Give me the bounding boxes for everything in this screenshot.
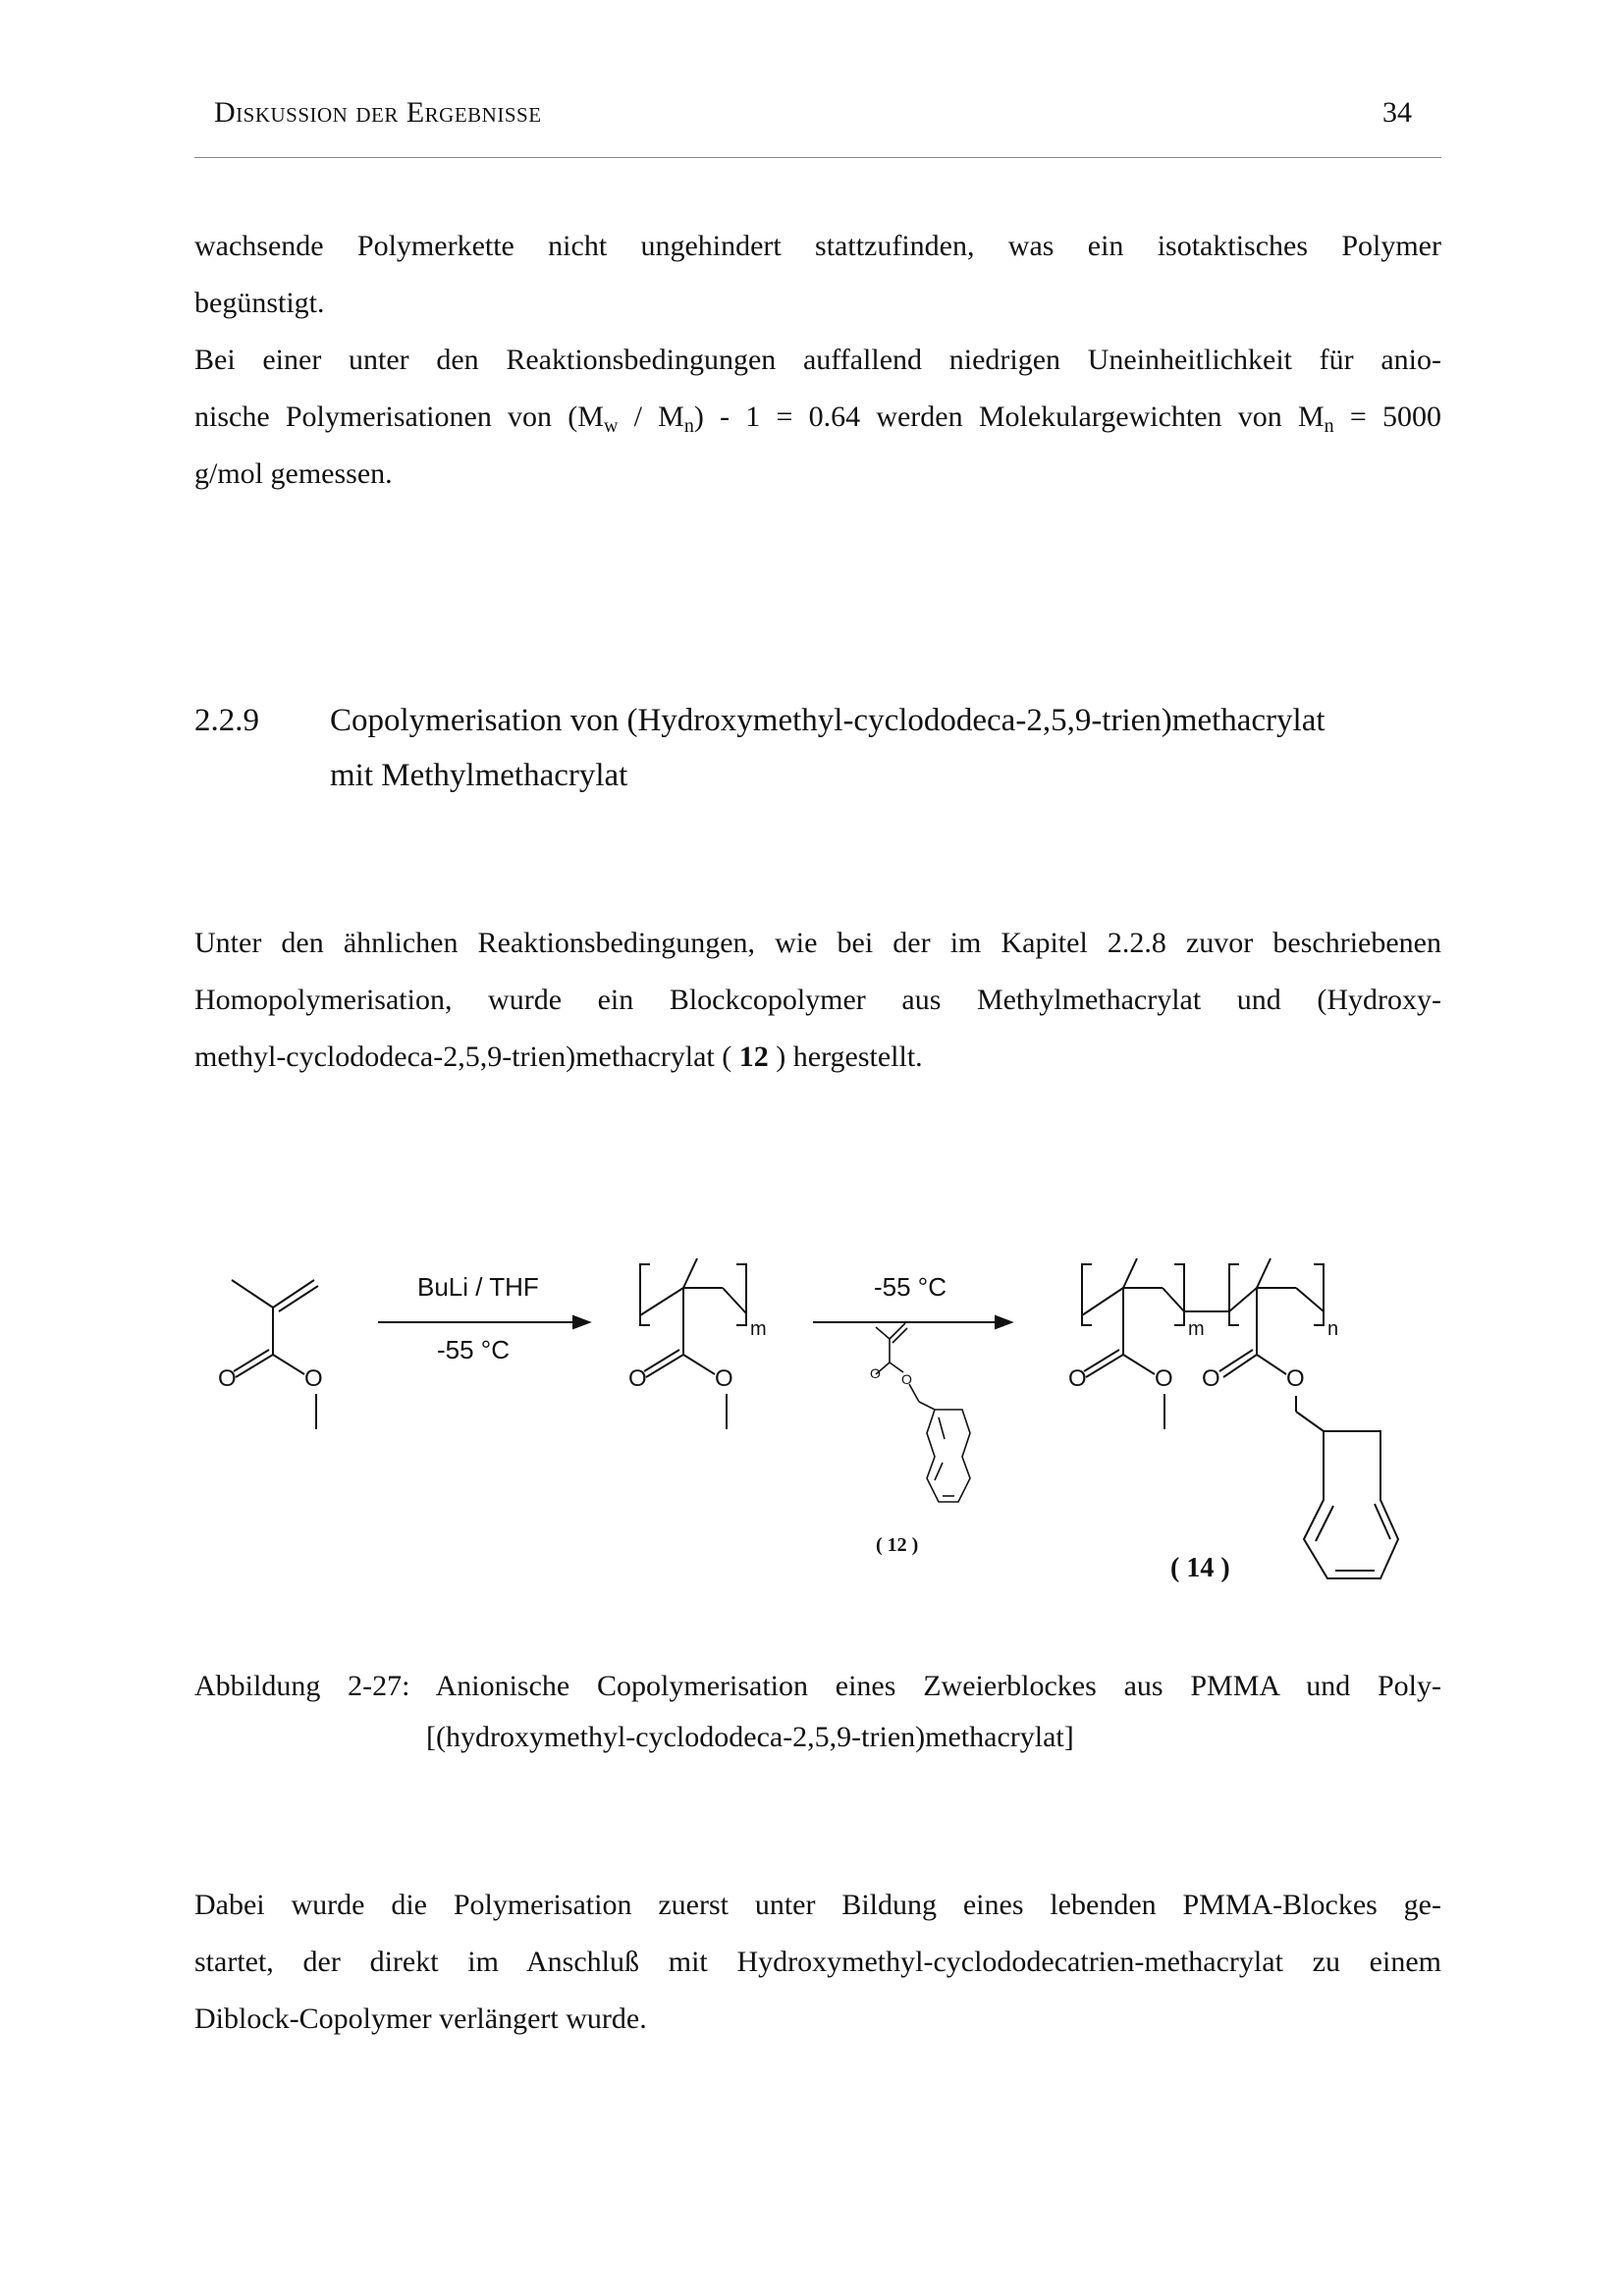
page-number: 34 — [1382, 96, 1412, 129]
temperature-label: -55 °C — [437, 1335, 510, 1364]
text-line: g/mol gemessen. — [194, 457, 393, 490]
text-line: Unter den ähnlichen Reaktionsbedingungen, wie bei der im Kapitel 2.2.8 zuvor beschriebenen — [194, 927, 1441, 959]
reagent-label: BuLi / THF — [417, 1272, 539, 1302]
mma-monomer-structure — [232, 1280, 318, 1429]
paragraph-method — [194, 915, 1441, 1086]
temperature-label: -55 °C — [874, 1272, 947, 1302]
atom-label: O — [715, 1365, 733, 1392]
text-line: startet, der direkt im Anschluß mit Hydroxymethyl-cyclododecatrien-methacrylat zu einem — [194, 1946, 1441, 1978]
atom-label: O — [870, 1365, 881, 1381]
compound-ref-12: 12 — [738, 1041, 769, 1073]
arrow-head — [573, 1316, 589, 1328]
compound-12-structure — [876, 1323, 970, 1502]
repeat-index-m: m — [1188, 1318, 1205, 1340]
pmma-structure — [640, 1258, 746, 1429]
atom-label: O — [1202, 1365, 1220, 1392]
compound-14-structure — [1082, 1258, 1398, 1578]
caption-line1: Abbildung 2-27: Anionische Copolymerisation eines Zweierblockes aus PMMA und Poly- — [194, 1670, 1441, 1702]
section-number: 2.2.9 — [194, 703, 259, 738]
reaction-scheme — [196, 1217, 1463, 1649]
compound-label-12: ( 12 ) — [876, 1534, 919, 1556]
atom-label: O — [628, 1365, 647, 1392]
page-header — [194, 96, 1441, 158]
atom-label: O — [218, 1365, 237, 1392]
arrow-head — [996, 1316, 1011, 1328]
text-line: wachsende Polymerkette nicht ungehindert stattzufinden, was ein isotaktisches Polymer — [194, 230, 1441, 262]
atom-label: O — [1155, 1365, 1173, 1392]
paragraph-intro — [194, 218, 1441, 503]
atom-label: O — [901, 1371, 912, 1387]
paragraph-conclusion — [194, 1877, 1441, 2048]
text-line-formula: nische Polymerisationen von $(M_w / M_n) - 1 = 0.64$ werden Molekulargewichten von $M_n = 5000$ — [194, 400, 1442, 437]
atom-label: O — [304, 1365, 323, 1392]
text-line: Homopolymerisation, wurde ein Blockcopolymer aus Methylmethacrylat und (Hydroxy- — [194, 984, 1441, 1016]
atom-label: O — [1068, 1365, 1087, 1392]
section-title-line1: Copolymerisation von (Hydroxymethyl-cyclododeca-2,5,9-trien)methacrylat — [330, 703, 1325, 738]
section-title-line2: mit Methylmethacrylat — [330, 758, 628, 793]
caption-line2: [(hydroxymethyl-cyclododeca-2,5,9-trien)methacrylat] — [426, 1721, 1074, 1753]
compound-label-14: ( 14 ) — [1170, 1553, 1230, 1583]
repeat-index-m: m — [750, 1318, 767, 1340]
atom-label: O — [1286, 1365, 1305, 1392]
text-line: Bei einer unter den Reaktionsbedingungen auffallend niedrigen Uneinheitlichkeit für anio- — [194, 344, 1441, 376]
text-line: begünstigt. — [194, 287, 325, 319]
text-line: Dabei wurde die Polymerisation zuerst unter Bildung eines lebenden PMMA-Blockes ge- — [194, 1889, 1441, 1921]
repeat-index-n: n — [1327, 1318, 1339, 1340]
figure-caption — [194, 1661, 1441, 1763]
text-line: methyl-cyclododeca-2,5,9-trien)methacrylat ( 12 ) hergestellt. — [194, 1041, 923, 1073]
text-line: Diblock-Copolymer verlängert wurde. — [194, 2002, 647, 2035]
running-title: Diskussion der Ergebnisse — [214, 96, 542, 129]
